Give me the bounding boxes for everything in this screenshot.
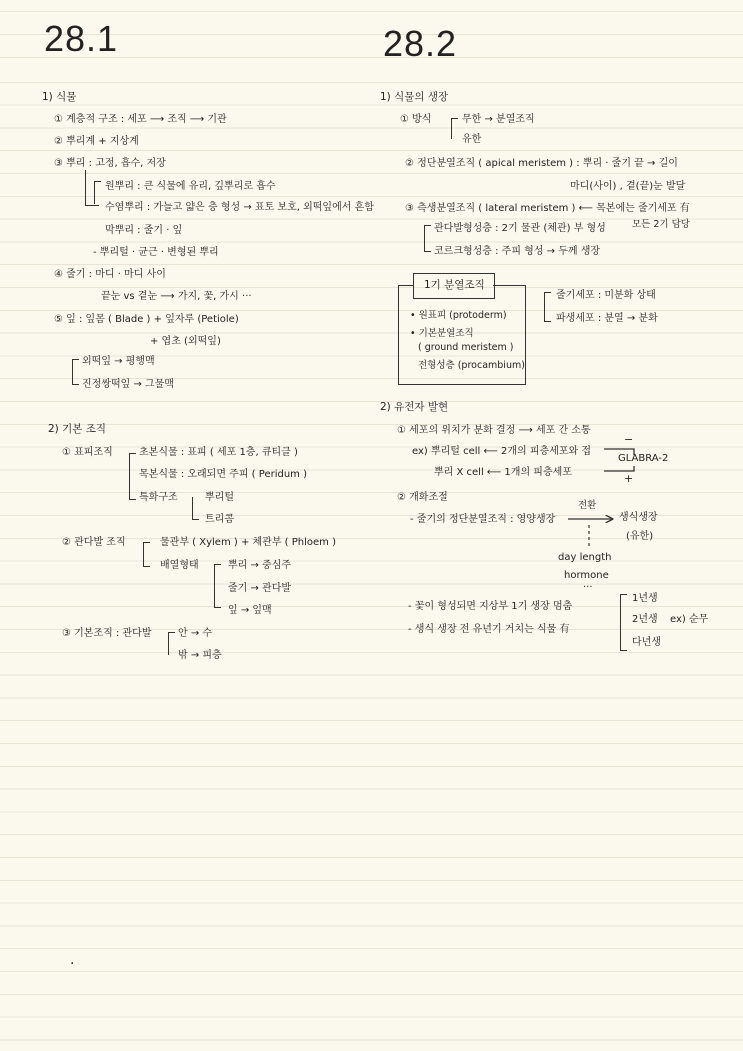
page-title-right: 28.2 <box>383 23 458 64</box>
switch-label: 전환 <box>578 500 597 511</box>
note-line: 안 → 수 <box>178 628 213 639</box>
note-line: ④ 줄기 : 마디 · 마디 사이 <box>54 269 166 280</box>
note-line: 원뿌리 : 큰 식물에 유리, 깊뿌리로 흡수 <box>105 181 276 192</box>
note-line: 줄기 → 관다발 <box>228 583 292 594</box>
note-line: 관다발형성층 : 2기 물관 (체관) 부 형성 <box>434 223 606 234</box>
note-line: 1년생 <box>632 593 658 604</box>
note-line: 유한 <box>462 134 482 145</box>
note-line: day length <box>558 552 612 563</box>
gene-label: GLABRA-2 <box>618 453 669 464</box>
note-line: 물관부 ( Xylem ) + 체관부 ( Phloem ) <box>160 537 336 548</box>
note-line: 파생세포 : 분열 → 분화 <box>556 313 658 324</box>
section-heading: 2) 기본 조직 <box>48 423 107 435</box>
note-line: ··· <box>583 582 593 593</box>
section-heading: 2) 유전자 발현 <box>380 401 449 413</box>
note-line: - 줄기의 정단분열조직 : 영양생장 <box>410 514 556 525</box>
note-line: (유한) <box>626 531 654 542</box>
note-line: ② 개화조절 <box>397 492 448 503</box>
note-line: 배열형태 <box>160 560 199 571</box>
note-line: 밖 → 피층 <box>178 650 222 661</box>
note-line: 뿌리 X cell ⟵ 1개의 피층세포 <box>434 467 572 478</box>
note-line: 목본식물 : 오래되면 주피 ( Peridum ) <box>139 469 307 480</box>
note-line: 모든 2기 담당 <box>632 219 690 230</box>
note-line: ⑤ 잎 : 잎몸 ( Blade ) + 잎자루 (Petiole) <box>54 314 239 325</box>
note-line: - 꽃이 형성되면 지상부 1기 생장 멈춤 <box>408 601 573 612</box>
page-title-left: 28.1 <box>44 18 119 59</box>
note-line: 뿌리털 <box>205 492 234 503</box>
note-line: hormone <box>564 570 609 581</box>
note-line: ③ 뿌리 : 고정, 흡수, 저장 <box>54 158 166 169</box>
note-line: 2년생 <box>632 614 658 625</box>
note-line: 뿌리 → 중심주 <box>228 560 292 571</box>
note-line: • 기본분열조직 <box>410 328 474 339</box>
note-line: ex) 뿌리털 cell ⟵ 2개의 피층세포와 접 <box>412 446 592 457</box>
plus-sign: + <box>624 472 634 485</box>
note-line: ② 뿌리계 + 지상계 <box>54 136 139 147</box>
section-heading: 1) 식물 <box>42 91 77 103</box>
note-line: 코르크형성층 : 주피 형성 → 두께 생장 <box>434 246 601 257</box>
note-line: 초본식물 : 표피 ( 세포 1층, 큐티클 ) <box>139 447 298 458</box>
note-line: 생식생장 <box>619 512 658 523</box>
note-line: ② 관다발 조직 <box>62 537 126 548</box>
note-line: 특화구조 <box>139 492 178 503</box>
minus-sign: − <box>624 433 634 446</box>
note-line: 마디(사이) , 곁(끝)눈 발달 <box>570 181 686 192</box>
note-line: ① 세포의 위치가 분화 결정 ⟶ 세포 간 소통 <box>397 425 591 436</box>
note-line: 잎 → 잎맥 <box>228 605 272 616</box>
note-line: 외떡잎 → 평행맥 <box>82 356 155 367</box>
note-line: 전형성층 (procambium) <box>418 360 525 371</box>
section-heading: 1) 식물의 생장 <box>380 91 449 103</box>
box-title: 1기 분열조직 <box>424 279 485 291</box>
note-line: - 뿌리털 · 균근 · 변형된 뿌리 <box>93 247 219 258</box>
note-line: 트리콤 <box>205 514 234 525</box>
note-line: + 엽초 (외떡잎) <box>150 336 221 347</box>
note-line: ① 방식 <box>400 114 432 125</box>
note-line: ex) 순무 <box>670 614 709 625</box>
note-line: 무한 → 분열조직 <box>462 114 535 125</box>
note-line: 막뿌리 : 줄기 · 잎 <box>105 225 183 236</box>
note-line: ① 계층적 구조 : 세포 ⟶ 조직 ⟶ 기관 <box>54 114 227 125</box>
glabra-arrow-top <box>604 449 634 455</box>
note-line: 줄기세포 : 미분화 상태 <box>556 290 656 301</box>
note-line: 수염뿌리 : 가늘고 얇은 층 형성 → 표토 보호, 외떡잎에서 흔함 <box>105 202 374 213</box>
note-line: ( ground meristem ) <box>418 342 514 353</box>
note-line: ③ 기본조직 : 관다발 <box>62 628 152 639</box>
note-line: ② 정단분열조직 ( apical meristem ) : 뿌리 · 줄기 끝 → 길이 <box>405 158 678 169</box>
glabra-arrow-bottom <box>604 466 634 471</box>
note-line: 다년생 <box>632 637 661 648</box>
note-line: ③ 측생분열조직 ( lateral meristem ) ⟵ 목본에는 줄기세포 有 <box>405 203 690 214</box>
stray-dot: . <box>70 952 75 968</box>
note-line: 진정쌍떡잎 → 그물맥 <box>82 379 175 390</box>
note-line: ① 표피조직 <box>62 447 113 458</box>
note-line: - 생식 생장 전 유년기 거치는 식물 有 <box>408 624 570 635</box>
note-line: 끝눈 vs 곁눈 ⟶ 가지, 꽃, 가시 ··· <box>101 291 252 302</box>
note-line: • 원표피 (protoderm) <box>410 310 507 321</box>
